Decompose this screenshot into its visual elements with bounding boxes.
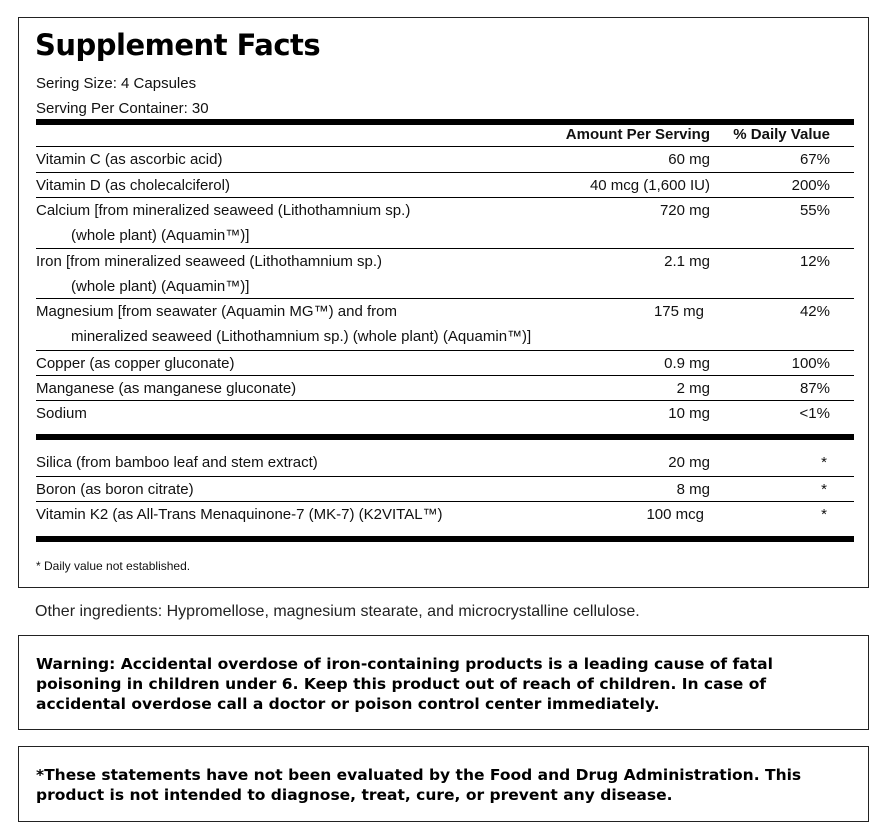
nutrient-name: Boron (as boron citrate) (36, 481, 194, 498)
nutrient-name-cont: (whole plant) (Aquamin™)] (71, 278, 250, 295)
nutrient-dv: 87% (799, 380, 830, 397)
nutrient-amount: 20 mg (668, 454, 710, 471)
nutrient-dv: * (821, 506, 827, 523)
nutrient-dv: <1% (799, 405, 830, 422)
nutrient-name: Magnesium [from seawater (Aquamin MG™) and from (36, 303, 397, 320)
nutrient-name: Iron [from mineralized seaweed (Lithothamnium sp.) (36, 253, 382, 270)
facts-title: Supplement Facts (35, 28, 321, 62)
nutrient-row (36, 146, 854, 172)
nutrient-name-cont: (whole plant) (Aquamin™)] (71, 227, 250, 244)
nutrient-amount: 100 mcg (646, 506, 704, 523)
column-header (36, 122, 854, 146)
supplement-facts-panel (18, 17, 869, 588)
nutrient-name: Vitamin C (as ascorbic acid) (36, 151, 223, 168)
nutrient-dv: 42% (799, 303, 830, 320)
nutrient-amount: 2 mg (676, 380, 710, 397)
nutrient-dv: * (821, 454, 827, 471)
nutrient-row (36, 172, 854, 197)
other-ingredients: Other ingredients: Hypromellose, magnesium stearate, and microcrystalline cellulose. (35, 603, 640, 620)
nutrient-name: Silica (from bamboo leaf and stem extract) (36, 454, 318, 471)
nutrient-dv: 12% (799, 253, 830, 270)
thick-divider (36, 536, 854, 542)
nutrient-row (36, 476, 854, 501)
servings-per-container: Serving Per Container: 30 (36, 100, 209, 117)
nutrient-row (36, 375, 854, 400)
nutrient-row (36, 248, 854, 298)
nutrient-amount: 40 mcg (1,600 IU) (589, 177, 710, 194)
nutrient-name: Vitamin D (as cholecalciferol) (36, 177, 230, 194)
nutrient-dv: 100% (791, 355, 830, 372)
dv-footnote: * Daily value not established. (36, 559, 191, 573)
nutrient-amount: 175 mg (653, 303, 704, 320)
serving-size: Sering Size: 4 Capsules (36, 75, 197, 92)
warning-text: Warning: Accidental overdose of iron-containing products is a leading cause of fatal poisoning in children under 6. Keep this product out of reach of children. In case of accidental overdose call a doctor or poison control center immediately. (36, 655, 773, 713)
nutrient-row (36, 298, 854, 350)
nutrient-row (36, 197, 854, 248)
nutrient-name: Copper (as copper gluconate) (36, 355, 235, 372)
nutrient-amount: 10 mg (668, 405, 710, 422)
disclaimer-box (18, 746, 869, 822)
nutrient-row (36, 501, 854, 531)
nutrient-amount: 60 mg (668, 151, 710, 168)
nutrient-amount: 720 mg (659, 202, 710, 219)
nutrient-dv: * (821, 481, 827, 498)
header-amount: Amount Per Serving (565, 126, 710, 143)
nutrient-amount: 8 mg (676, 481, 710, 498)
nutrient-row (36, 350, 854, 375)
nutrient-name-cont: mineralized seaweed (Lithothamnium sp.) (whole plant) (Aquamin™)] (71, 328, 532, 345)
warning-box (18, 635, 869, 730)
nutrient-dv: 67% (799, 151, 830, 168)
nutrient-amount: 2.1 mg (664, 253, 710, 270)
header-daily-value: % Daily Value (733, 126, 830, 143)
nutrient-name: Vitamin K2 (as All-Trans Menaquinone-7 (MK-7) (K2VITAL™) (36, 506, 443, 523)
nutrient-name: Manganese (as manganese gluconate) (36, 380, 297, 397)
thick-divider (36, 434, 854, 440)
nutrient-dv: 200% (791, 177, 830, 194)
nutrient-name: Sodium (36, 405, 87, 422)
nutrient-row (36, 450, 854, 476)
nutrient-dv: 55% (799, 202, 830, 219)
nutrient-amount: 0.9 mg (664, 355, 710, 372)
nutrient-name: Calcium [from mineralized seaweed (Lithothamnium sp.) (36, 202, 411, 219)
disclaimer-text: *These statements have not been evaluated by the Food and Drug Administration. This product is not intended to diagnose, treat, cure, or prevent any disease. (36, 766, 802, 804)
nutrient-row (36, 400, 854, 430)
